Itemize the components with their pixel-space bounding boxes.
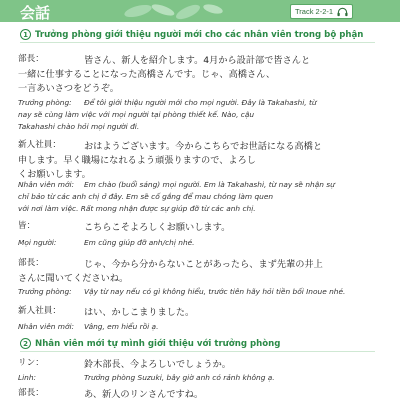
track-label: Track 2-2-1: [295, 7, 334, 16]
headphone-icon: [337, 7, 348, 17]
translation-line: Takahashi chào hỏi mọi người đi.: [18, 122, 140, 131]
translation-line: Trưởng phòng Suzuki, bây giờ anh có rảnh không ạ.: [84, 373, 275, 382]
page-title: 会話: [20, 4, 51, 22]
speaker-label: Nhân viên mới:: [18, 322, 75, 331]
speaker-label: リン：: [18, 358, 44, 368]
section-heading-2: [20, 338, 280, 349]
section-number: 1: [20, 29, 31, 40]
speaker-label: Mọi người:: [18, 238, 57, 247]
speaker-label: Trưởng phòng:: [18, 287, 72, 296]
dialogue-line: 皆さん、新人を紹介します。4月から設計部で皆さんと: [84, 55, 311, 66]
translation-line: chỉ bảo từ các anh chị ở đây. Em sẽ cố gắng để mau chóng làm quen: [18, 192, 274, 201]
translation-line: nay sẽ cùng làm việc với mọi người tại phòng thiết kế. Nào, cậu: [18, 110, 255, 119]
dialogue-line: 一言あいさつをどうぞ。: [18, 83, 119, 94]
section-title: Nhân viên mới tự mình giới thiệu với trưởng phòng: [35, 338, 281, 349]
translation-line: Để tôi giới thiệu người mới cho mọi người. Đây là Takahashi, từ: [84, 98, 317, 107]
translation-line: Em cũng giúp đỡ anh/chị nhé.: [84, 238, 195, 247]
dialogue-line: あ、新人のリンさんですね。: [84, 389, 204, 400]
dialogue-line: 申します。早く職場になれるよう頑張りますので、よろし: [18, 155, 256, 166]
section-heading-1: [20, 29, 363, 40]
section-divider: [20, 42, 375, 43]
audio-track-button[interactable]: [290, 4, 353, 19]
speaker-label: 新人社員：: [18, 306, 61, 316]
dialogue-line: こちらこそよろしくお願いします。: [84, 222, 231, 233]
dialogue-line: はい、かしこまりました。: [84, 307, 195, 318]
section-title: Trưởng phòng giới thiệu người mới cho các nhân viên trong bộ phận: [35, 29, 364, 40]
dialogue-line: くお願いします。: [18, 169, 91, 180]
section-number: 2: [20, 338, 31, 349]
speaker-label: 部長：: [18, 388, 44, 398]
section-divider: [20, 351, 375, 352]
speaker-label: 部長：: [18, 54, 44, 64]
dialogue-line: さんに聞いてくださいね。: [18, 273, 129, 284]
dialogue-line: おはようございます。今からこちらでお世話になる高橋と: [84, 141, 323, 152]
dialogue-line: 鈴木部長、今よろしいでしょうか。: [84, 359, 231, 370]
dialogue-line: 一緒に仕事することになった高橋さんです。じゃ、高橋さん、: [18, 69, 276, 80]
speaker-label: Nhân viên mới:: [18, 180, 75, 189]
translation-line: với nơi làm việc. Rất mong nhận được sự giúp đỡ từ các anh chị.: [18, 204, 256, 213]
speaker-label: 皆：: [18, 221, 36, 231]
translation-line: Vâng, em hiểu rồi ạ.: [84, 322, 159, 331]
speaker-label: 新人社員：: [18, 140, 61, 150]
dialogue-line: じゃ、今から分からないことがあったら、まず先輩の井上: [84, 259, 323, 270]
speaker-label: 部長：: [18, 258, 44, 268]
leaf-decoration-icon: [118, 1, 228, 21]
speaker-label: Linh:: [18, 373, 37, 382]
speaker-label: Trưởng phòng:: [18, 98, 72, 107]
translation-line: Vậy từ nay nếu có gì không hiểu, trước tiên hãy hỏi tiền bối Inoue nhé.: [84, 287, 346, 296]
translation-line: Em chào (buổi sáng) mọi người. Em là Takahashi, từ nay sẽ nhận sự: [84, 180, 335, 189]
